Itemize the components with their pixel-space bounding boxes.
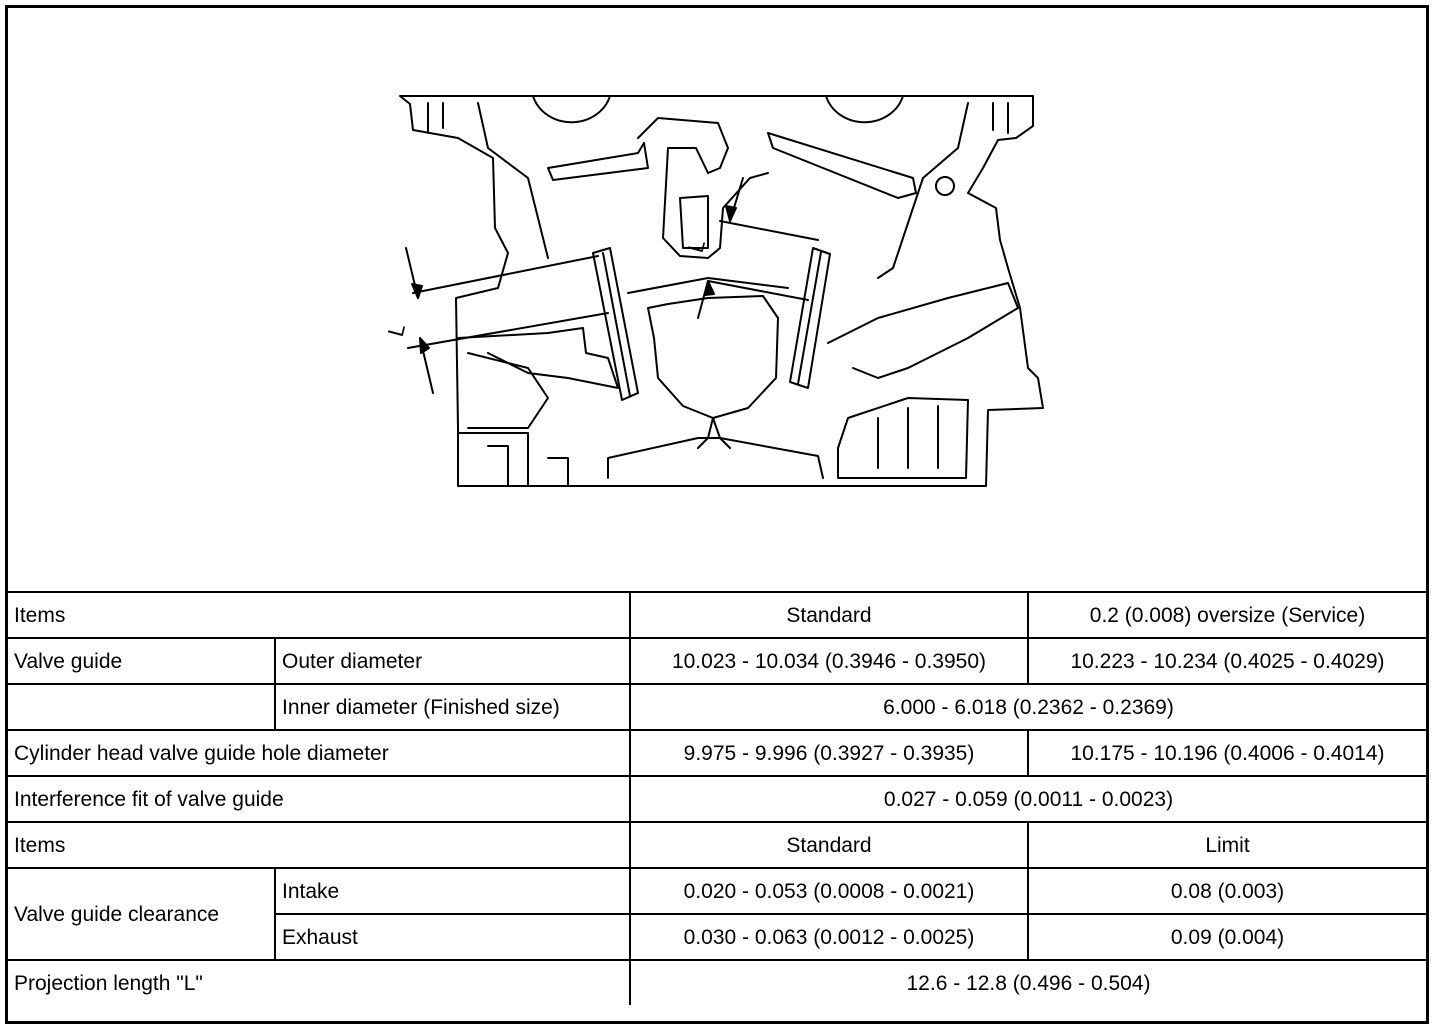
- intake-limit: 0.08 (0.003): [1028, 868, 1426, 914]
- table-header-row: [8, 592, 1426, 638]
- projection-length-label: Projection length "L": [8, 960, 630, 1005]
- header-items-2: Items: [8, 822, 630, 868]
- intake-port-upper: [548, 143, 648, 180]
- table-header-row: [8, 822, 1426, 868]
- table-row: [8, 960, 1426, 1005]
- center-boss: [638, 118, 768, 258]
- projection-length-value: 12.6 - 12.8 (0.496 - 0.504): [630, 960, 1426, 1005]
- lower-deck-right: [838, 398, 968, 478]
- hole-diameter-label: Cylinder head valve guide hole diameter: [8, 730, 630, 776]
- table-row: [8, 638, 1426, 684]
- spec-frame: [5, 5, 1429, 1024]
- dimension-label-left: L: [382, 320, 411, 340]
- exhaust-standard: 0.030 - 0.063 (0.0012 - 0.0025): [630, 914, 1028, 960]
- exhaust-port-upper: [768, 133, 916, 198]
- hole-diameter-standard: 9.975 - 9.996 (0.3927 - 0.3935): [630, 730, 1028, 776]
- exhaust-passage: [828, 283, 1018, 378]
- valve-guide-spec-table: [8, 591, 1426, 1005]
- dimension-label-center: L: [682, 236, 711, 256]
- intake-passage: [458, 328, 618, 388]
- combustion-chamber: [648, 296, 778, 418]
- outer-diameter-label: Outer diameter: [275, 638, 630, 684]
- lower-deck-right-ribs: [878, 406, 938, 468]
- dimension-arrowhead-center-bottom: [705, 281, 714, 295]
- intake-standard: 0.020 - 0.053 (0.0008 - 0.0021): [630, 868, 1028, 914]
- outer-diameter-oversize: 10.223 - 10.234 (0.4025 - 0.4029): [1028, 638, 1426, 684]
- cam-bore-right: [826, 96, 903, 122]
- interference-fit-label: Interference fit of valve guide: [8, 776, 630, 822]
- interference-fit-value: 0.027 - 0.059 (0.0011 - 0.0023): [630, 776, 1426, 822]
- table-row: [8, 776, 1426, 822]
- header-standard: Standard: [630, 592, 1028, 638]
- inner-diameter-label: Inner diameter (Finished size): [275, 684, 630, 730]
- header-limit: Limit: [1028, 822, 1426, 868]
- empty-cell: [8, 684, 275, 730]
- exhaust-label: Exhaust: [275, 914, 630, 960]
- dimension-arrowhead-left-bottom: [420, 338, 429, 353]
- dimension-line-left: [408, 256, 608, 348]
- inner-wall-right: [878, 103, 1008, 278]
- dimension-line-center: [708, 221, 818, 300]
- bolt-hole: [936, 177, 954, 195]
- cylinder-head-cross-section: [8, 8, 1426, 591]
- header-items: Items: [8, 592, 630, 638]
- cylinder-head-diagram: [8, 8, 1426, 591]
- lower-deck-left: [458, 433, 568, 486]
- header-oversize: 0.2 (0.008) oversize (Service): [1028, 592, 1426, 638]
- hole-diameter-oversize: 10.175 - 10.196 (0.4006 - 0.4014): [1028, 730, 1426, 776]
- dimension-arrow-left: [406, 248, 433, 393]
- outer-diameter-standard: 10.023 - 10.034 (0.3946 - 0.3950): [630, 638, 1028, 684]
- cam-bore-left: [533, 96, 610, 122]
- valve-guide-label: Valve guide: [8, 638, 275, 684]
- intake-passage-lower: [468, 353, 548, 428]
- table-row: [8, 684, 1426, 730]
- chamber-bridge: [628, 278, 788, 448]
- inner-wall-left: [428, 103, 548, 258]
- table-row: [8, 730, 1426, 776]
- intake-label: Intake: [275, 868, 630, 914]
- header-standard-2: Standard: [630, 822, 1028, 868]
- dimension-arrowhead-left-top: [412, 284, 422, 298]
- dimension-arrowhead-center-top: [726, 206, 736, 221]
- exhaust-limit: 0.09 (0.004): [1028, 914, 1426, 960]
- table-row: [8, 868, 1426, 914]
- inner-diameter-value: 6.000 - 6.018 (0.2362 - 0.2369): [630, 684, 1426, 730]
- lower-deck: [608, 438, 823, 478]
- clearance-label: Valve guide clearance: [8, 868, 275, 960]
